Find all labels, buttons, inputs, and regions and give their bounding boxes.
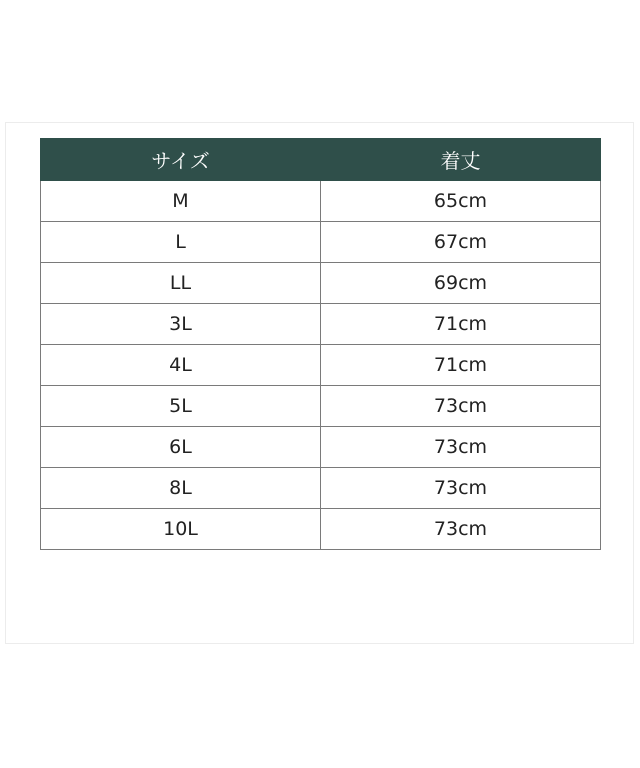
size-cell: LL	[41, 263, 321, 304]
size-cell: 5L	[41, 386, 321, 427]
header-row	[41, 139, 601, 181]
length-cell: 73cm	[321, 386, 601, 427]
length-cell: 71cm	[321, 304, 601, 345]
length-cell: 73cm	[321, 509, 601, 550]
size-chart-table	[40, 138, 601, 550]
size-cell: M	[41, 181, 321, 222]
size-cell: 8L	[41, 468, 321, 509]
header-size: サイズ	[41, 139, 321, 181]
length-cell: 67cm	[321, 222, 601, 263]
table-row	[41, 304, 601, 345]
size-cell: 10L	[41, 509, 321, 550]
length-cell: 73cm	[321, 427, 601, 468]
length-cell: 69cm	[321, 263, 601, 304]
size-cell: 4L	[41, 345, 321, 386]
table-row	[41, 181, 601, 222]
size-cell: 6L	[41, 427, 321, 468]
length-cell: 71cm	[321, 345, 601, 386]
table-row	[41, 263, 601, 304]
table-header	[41, 139, 601, 181]
table-row	[41, 222, 601, 263]
table-row	[41, 509, 601, 550]
table-body	[41, 181, 601, 550]
size-cell: 3L	[41, 304, 321, 345]
header-length: 着丈	[321, 139, 601, 181]
table-row	[41, 468, 601, 509]
size-cell: L	[41, 222, 321, 263]
table-row	[41, 427, 601, 468]
table-row	[41, 386, 601, 427]
length-cell: 73cm	[321, 468, 601, 509]
length-cell: 65cm	[321, 181, 601, 222]
table-row	[41, 345, 601, 386]
